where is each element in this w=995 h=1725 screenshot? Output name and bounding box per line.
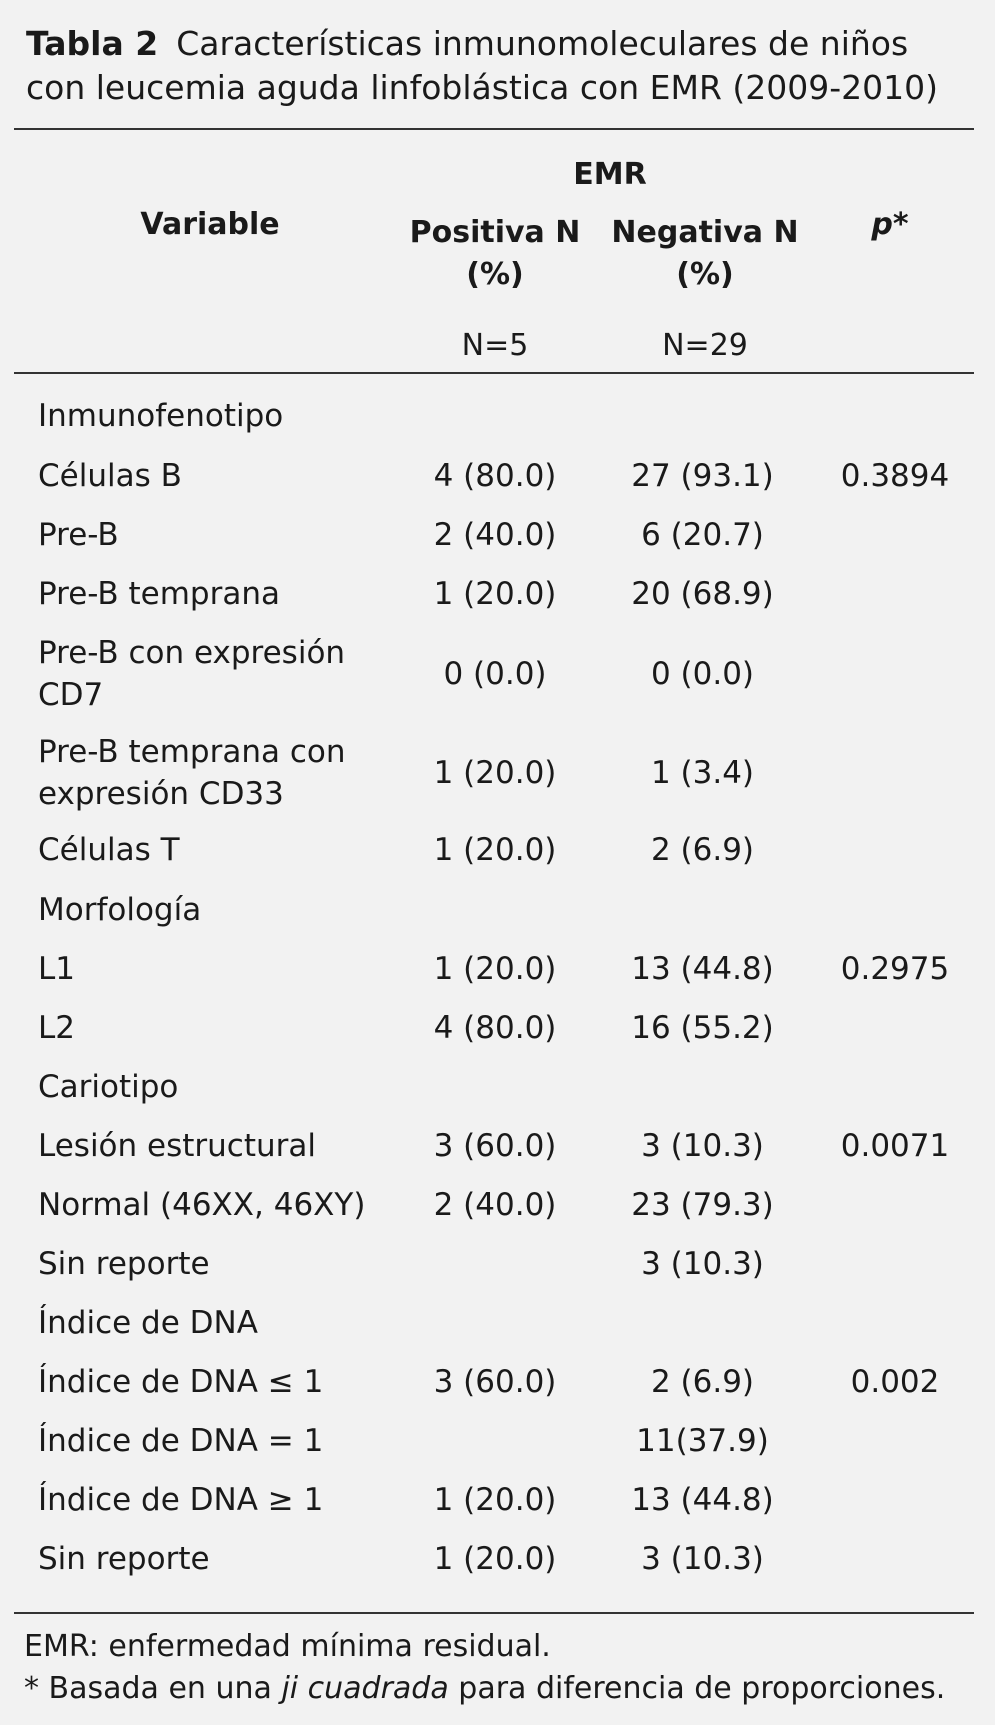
header-emr: EMR [573,157,647,192]
cell-variable: Sin reporte [38,1246,210,1282]
cell-p-value: 0.3894 [840,458,950,494]
cell-negative: 3 (10.3) [641,1541,764,1577]
cell-negative: 20 (68.9) [631,576,774,612]
footer-note-suffix: para diferencia de proporciones. [448,1671,946,1706]
header-rule [14,372,974,374]
cell-positive: 1 (20.0) [433,951,557,987]
cell-positive: 1 (20.0) [433,755,557,791]
footer-note-prefix: * Basada en una [24,1671,282,1706]
cell-negative: 6 (20.7) [641,517,764,553]
cell-variable: Índice de DNA [38,1305,258,1341]
cell-variable: Pre-B con expresión CD7 [38,635,346,713]
table-caption [26,22,976,110]
header-positive: Positiva N (%) [409,215,581,292]
cell-variable: Pre-B [38,517,119,553]
cell-p-value: 0.2975 [840,951,950,987]
cell-positive: 3 (60.0) [433,1128,557,1164]
cell-negative: 13 (44.8) [631,951,774,987]
cell-negative: 27 (93.1) [631,458,774,494]
cell-negative: 23 (79.3) [631,1187,774,1223]
cell-variable: L2 [38,1010,75,1046]
cell-negative: 2 (6.9) [650,832,755,868]
footer-note [24,1668,974,1710]
cell-positive: 0 (0.0) [443,656,547,692]
cell-p-value: 0.002 [850,1364,940,1400]
top-rule [14,128,974,130]
cell-negative: 3 (10.3) [641,1246,764,1282]
table-label: Tabla 2 [26,24,159,63]
header-negative-n: N=29 [662,328,748,363]
cell-positive: 2 (40.0) [433,517,557,553]
table-title: Características inmunomoleculares de niños con leucemia aguda linfoblástica con EMR (2009-2010) [26,24,938,107]
cell-variable: L1 [38,951,75,987]
header-positive-n: N=5 [461,328,529,363]
cell-positive: 1 (20.0) [433,576,557,612]
cell-negative: 11(37.9) [636,1423,769,1459]
cell-negative: 13 (44.8) [631,1482,774,1518]
cell-variable: Índice de DNA ≥ 1 [38,1482,324,1518]
cell-variable: Cariotipo [38,1069,179,1105]
cell-negative: 2 (6.9) [650,1364,755,1400]
cell-variable: Índice de DNA = 1 [38,1423,324,1459]
cell-negative: 3 (10.3) [641,1128,764,1164]
cell-positive: 3 (60.0) [433,1364,557,1400]
cell-variable: Morfología [38,892,202,928]
cell-variable: Células B [38,458,182,494]
cell-positive: 4 (80.0) [433,1010,557,1046]
cell-p-value: 0.0071 [840,1128,950,1164]
cell-positive: 1 (20.0) [433,1482,557,1518]
cell-positive: 4 (80.0) [433,458,557,494]
header-variable: Variable [140,207,280,242]
footer-abbreviation: EMR: enfermedad mínima residual. [24,1629,551,1664]
header-p: p* [871,207,909,242]
bottom-rule [14,1612,974,1614]
cell-positive: 1 (20.0) [433,832,557,868]
cell-negative: 16 (55.2) [631,1010,774,1046]
cell-positive: 1 (20.0) [433,1541,557,1577]
footer-note-emphasis: ji cuadrada [281,1671,449,1706]
cell-variable: Células T [38,832,180,868]
cell-negative: 1 (3.4) [650,755,755,791]
cell-negative: 0 (0.0) [650,656,755,692]
header-negative: Negativa N (%) [611,215,799,292]
cell-positive: 2 (40.0) [433,1187,557,1223]
cell-variable: Normal (46XX, 46XY) [38,1187,366,1223]
cell-variable: Pre-B temprana [38,576,280,612]
cell-variable: Inmunofenotipo [38,398,284,434]
cell-variable: Índice de DNA ≤ 1 [38,1364,324,1400]
cell-variable: Lesión estructural [38,1128,317,1164]
cell-variable: Sin reporte [38,1541,210,1577]
cell-variable: Pre-B temprana con expresión CD33 [38,734,346,812]
